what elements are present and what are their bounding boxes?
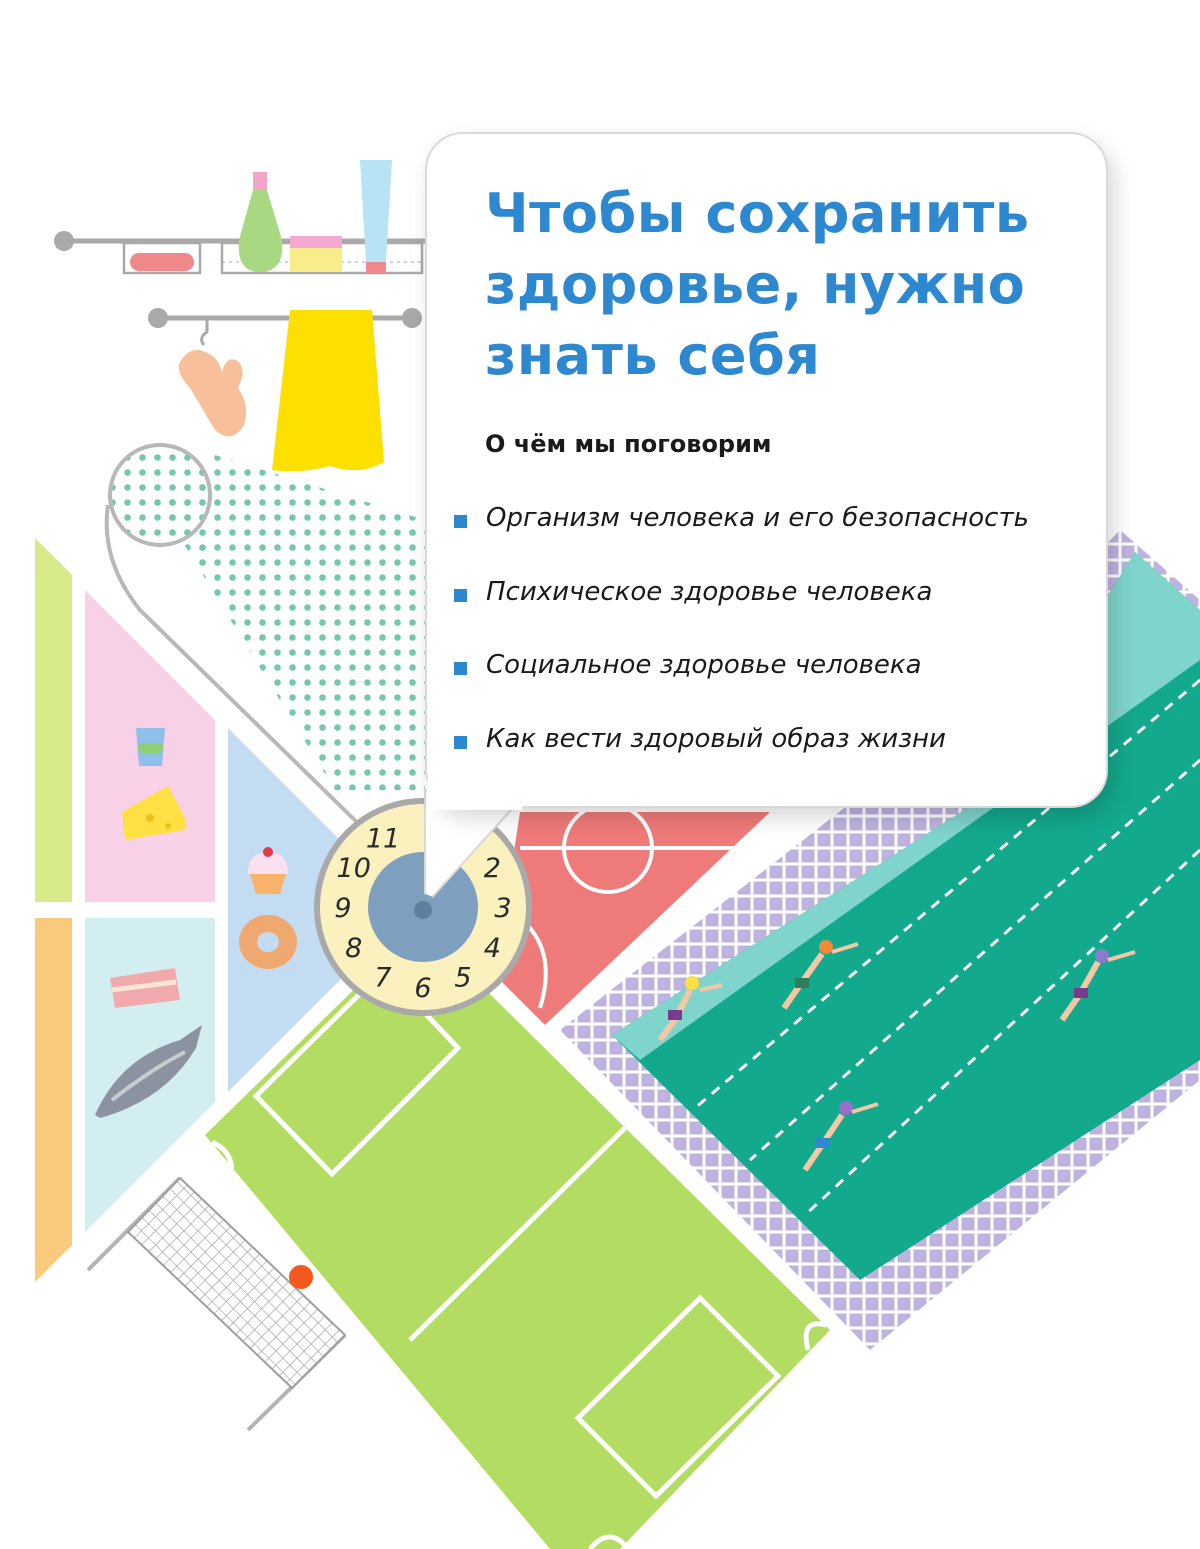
clock-number: 4 [483, 933, 501, 964]
title-line: здоровье, нужно [485, 253, 1026, 316]
clock-number: 2 [483, 853, 501, 884]
towel-rail [148, 308, 422, 345]
tube-icon [360, 160, 392, 274]
soap-icon [130, 253, 194, 271]
clock-number: 8 [345, 933, 363, 964]
bagel-icon [239, 915, 297, 969]
square-bullet-icon [454, 589, 467, 602]
topic-text: Социальное здоровье человека [486, 650, 922, 680]
square-bullet-icon [454, 736, 467, 749]
section-subtitle: О чём мы поговорим [485, 430, 772, 458]
square-bullet-icon [454, 662, 467, 675]
topic-text: Психическое здоровье человека [486, 576, 933, 607]
clock-number: 6 [414, 973, 432, 1004]
clock-number: 11 [365, 823, 401, 855]
clock-number: 9 [334, 893, 352, 924]
cream-jar-icon [290, 236, 342, 272]
topic-text: Как вести здоровый образ жизни [486, 723, 946, 754]
callout-tail-join [427, 780, 522, 810]
square-bullet-icon [454, 515, 467, 528]
page-title [485, 178, 1085, 391]
topic-text: Организм человека и его безопасность [486, 503, 1029, 533]
cup-icon [136, 728, 165, 766]
clock-number: 7 [374, 962, 392, 994]
oven-mitt-icon [179, 350, 246, 436]
title-line: знать себя [485, 324, 821, 387]
clock-number: 3 [494, 893, 512, 924]
ball-icon [289, 1265, 313, 1289]
bottle-icon [239, 172, 283, 272]
clock-number: 5 [454, 962, 472, 994]
title-line: Чтобы сохранить [485, 182, 1030, 245]
left-strips [35, 538, 72, 1282]
towel-icon [272, 310, 384, 471]
clock-number: 10 [336, 853, 371, 884]
